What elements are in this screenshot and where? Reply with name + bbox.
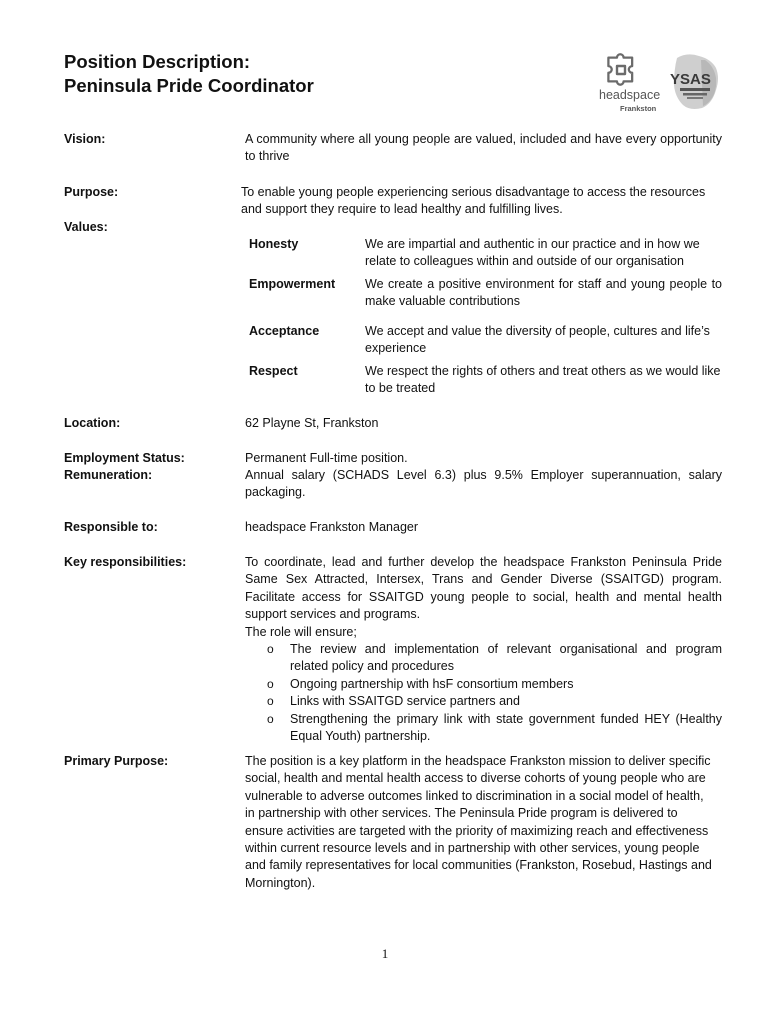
headspace-logo-text: headspace — [599, 88, 661, 102]
primary-purpose-line: Mornington). — [245, 875, 316, 890]
primary-purpose-line: social, health and mental health access to diverse cohorts of young people who are — [245, 771, 706, 786]
logo-group — [597, 50, 721, 120]
value-text-respect: We respect the rights of others and treat others as we would like to be treated — [365, 364, 721, 396]
primary-purpose-line: within current resource levels and in partnership with other services, young people — [245, 841, 700, 856]
ysas-logo — [670, 54, 718, 109]
ysas-logo-text: YSAS — [670, 71, 711, 88]
primary-purpose-line: The position is a key platform in the headspace Frankston mission to deliver specific — [245, 754, 711, 768]
primary-purpose-label: Primary Purpose: — [64, 754, 169, 768]
bullet-marker: o — [267, 694, 274, 709]
employment-status-label: Employment Status: — [64, 451, 185, 465]
responsible-to-label: Responsible to: — [64, 520, 158, 534]
list-item-text: Links with SSAITGD service partners and — [290, 694, 520, 709]
value-text-acceptance: We accept and value the diversity of people, cultures and life’s experience — [365, 324, 710, 356]
primary-purpose-text — [245, 753, 725, 892]
value-text-honesty: We are impartial and authentic in our practice and in how we relate to colleagues within and outside of our organisation — [365, 237, 700, 269]
primary-purpose-line: in partnership with other services. The Peninsula Pride program is delivered to — [245, 806, 678, 821]
value-name-acceptance: Acceptance — [249, 324, 320, 338]
list-item-text: Ongoing partnership with hsF consortium members — [290, 676, 574, 691]
key-responsibilities-text: To coordinate, lead and further develop the headspace Frankston Peninsula Pride Same Sex Attracted, Intersex, Trans and Gender Diverse (SSAITGD) program. Facilitate access for SSAITGD young people to social, health and mental health support services and programs. — [245, 555, 722, 622]
list-item — [264, 711, 722, 746]
value-text-empowerment: We create a positive environment for staff and young people to make valuable contributions — [365, 277, 722, 309]
purpose-line-2: and support they require to lead healthy and fulfilling lives. — [241, 202, 563, 217]
value-name-respect: Respect — [249, 364, 298, 378]
list-item — [264, 693, 722, 710]
purpose-text — [241, 184, 721, 219]
value-name-honesty: Honesty — [249, 237, 299, 251]
purpose-label: Purpose: — [64, 185, 119, 199]
bullet-marker: o — [267, 642, 274, 656]
vision-text: A community where all young people are valued, included and have every opportunity to thrive — [245, 132, 722, 164]
bullet-marker: o — [267, 711, 274, 726]
title-line-2: Peninsula Pride Coordinator — [64, 75, 314, 96]
title-line-1: Position Description: — [64, 51, 251, 72]
location-text: 62 Playne St, Frankston — [245, 416, 379, 430]
list-item — [264, 641, 722, 676]
responsible-to-text: headspace Frankston Manager — [245, 520, 419, 534]
list-item-text: Strengthening the primary link with state government funded HEY (Healthy Equal Youth) partnership. — [290, 711, 722, 744]
purpose-line-1: To enable young people experiencing serious disadvantage to access the resources — [241, 185, 706, 199]
bullet-marker: o — [267, 676, 274, 691]
headspace-logo — [608, 54, 632, 84]
remuneration-text: Annual salary (SCHADS Level 6.3) plus 9.5% Employer superannuation, salary packaging. — [245, 468, 722, 500]
headspace-logo-subtext: Frankston — [620, 104, 657, 113]
primary-purpose-line: and family representatives for local communities (Frankston, Rosebud, Hastings and — [245, 858, 712, 873]
responsibility-list — [264, 641, 722, 745]
key-responsibilities-label: Key responsibilities: — [64, 555, 187, 569]
list-item — [264, 676, 722, 693]
values-label: Values: — [64, 220, 108, 234]
remuneration-label: Remuneration: — [64, 468, 153, 482]
vision-label: Vision: — [64, 132, 106, 146]
list-item-text: The review and implementation of relevant organisational and program related policy and procedures — [290, 642, 722, 674]
primary-purpose-line: vulnerable to adverse outcomes linked to discrimination in a social model of health, — [245, 788, 704, 803]
value-name-empowerment: Empowerment — [249, 277, 336, 291]
primary-purpose-line: ensure activities are targeted with the priority of maximizing reach and effectiveness — [245, 823, 709, 838]
page-number: 1 — [381, 946, 389, 961]
page-title — [64, 50, 314, 98]
location-label: Location: — [64, 416, 121, 430]
key-responsibilities-intro: The role will ensure; — [245, 625, 357, 639]
partner-logos — [597, 50, 721, 120]
employment-status-text: Permanent Full-time position. — [245, 451, 408, 465]
